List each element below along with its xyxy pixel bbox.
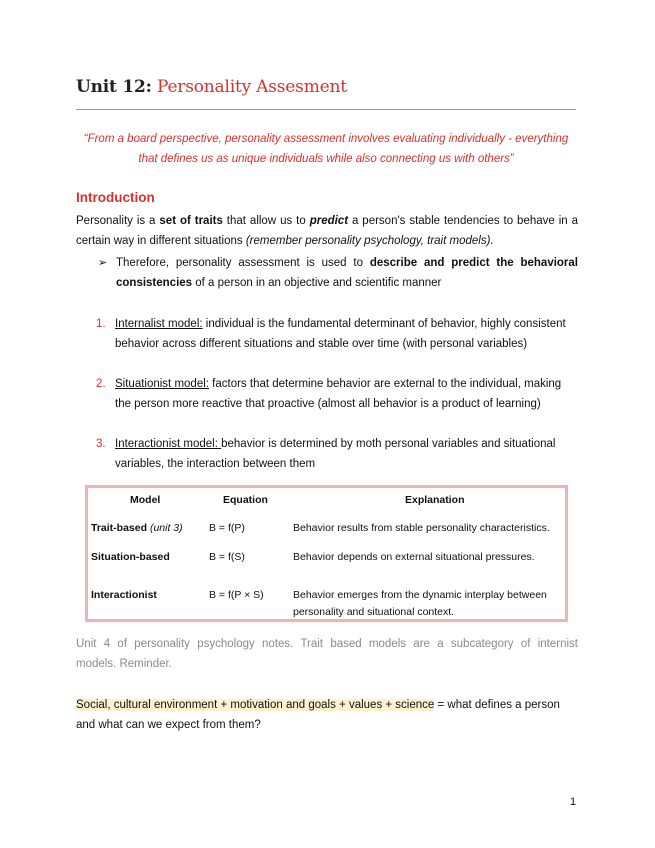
table-cell-equation: B = f(P) [209, 522, 245, 534]
text-run: that allow us to [222, 215, 310, 227]
table-cell-equation: B = f(P × S) [209, 589, 264, 601]
table-cell-explanation: Behavior results from stable personality characteristics. [293, 522, 550, 534]
list-item-situationist [96, 374, 578, 414]
arrow-bullet-icon: ➢ [98, 257, 108, 269]
unit-label: Unit 12: [76, 77, 152, 97]
section-heading-introduction: Introduction [76, 190, 155, 205]
list-number: 3. [96, 438, 106, 450]
list-line-1 [96, 374, 578, 394]
text-run: = what defines a person [434, 699, 560, 711]
models-table [85, 485, 568, 622]
table-cell-explanation: Behavior depends on external situational pressures. [293, 551, 535, 563]
list-line-2: the person more reactive that proactive (almost all behavior is a product of learning) [115, 398, 541, 410]
list-line-1 [96, 314, 578, 334]
quote-line-2: that defines us as unique individuals while also connecting us with others” [138, 153, 514, 165]
note-line-1: Unit 4 of personality psychology notes. Trait based models are a subcategory of internist [76, 638, 578, 650]
summary-line-2: and what can we expect from them? [76, 719, 261, 731]
table-header-equation: Equation [223, 494, 268, 506]
text-run: Therefore, personality assessment is used to [116, 257, 370, 269]
opening-quote [76, 129, 576, 169]
text-run: factors that determine behavior are external to the individual, making [208, 378, 562, 390]
title-divider [76, 109, 576, 110]
summary-line-1 [76, 695, 578, 715]
summary-paragraph [76, 695, 578, 735]
model-term: Internalist model: [115, 318, 203, 330]
text-run: certain way in different situations [76, 235, 246, 247]
bullet-line-2 [98, 273, 578, 293]
list-line-2: behavior across different situations and stable over time (with personal variables) [115, 338, 528, 350]
list-item-interactionist [96, 434, 578, 474]
bullet-item [98, 253, 578, 293]
page-title [76, 77, 347, 97]
list-number: 1. [96, 318, 106, 330]
table-cell-equation: B = f(S) [209, 551, 245, 563]
bullet-line-1 [98, 253, 578, 273]
table-cell-explanation: Behavior emerges from the dynamic interplay between [293, 589, 547, 601]
table-cell-explanation-cont: personality and situational context. [293, 606, 455, 618]
text-run: behavior is determined by moth personal variables and situational [221, 438, 556, 450]
text-run: Personality is a [76, 215, 160, 227]
note-line-2: models. Reminder. [76, 658, 172, 670]
list-line-2: variables, the interaction between them [115, 458, 316, 470]
model-name: Trait-based [91, 522, 148, 534]
table-cell-model: Interactionist [91, 589, 157, 601]
gray-note [76, 634, 578, 674]
model-term: Situationist model: [115, 378, 209, 390]
table-header-explanation: Explanation [405, 494, 465, 506]
model-note: (unit 3) [149, 522, 183, 534]
page-number: 1 [570, 796, 577, 808]
italic-run: (remember personality psychology, trait models). [245, 235, 494, 247]
text-run: individual is the fundamental determinant of behavior, highly consistent [202, 318, 566, 330]
unit-topic: Personality Assesment [156, 77, 347, 97]
bold-run: describe and predict the behavioral [369, 257, 578, 269]
table-cell-model [91, 522, 183, 534]
text-run: of a person in an objective and scientific manner [192, 277, 442, 289]
table-header-model: Model [130, 494, 161, 506]
table-cell-model: Situation-based [91, 551, 170, 563]
highlighted-text: Social, cultural environment + motivation and goals + values + science [76, 699, 435, 711]
list-line-1 [96, 434, 578, 454]
intro-line-1 [76, 211, 578, 231]
text-run: a person's stable tendencies to behave in a [348, 215, 578, 227]
intro-paragraph [76, 211, 578, 251]
bold-italic-run: predict [309, 215, 349, 227]
bold-run: consistencies [116, 277, 193, 289]
bold-run: set of traits [159, 215, 223, 227]
list-number: 2. [96, 378, 106, 390]
list-item-internalist [96, 314, 578, 354]
quote-line-1: “From a board perspective, personality assessment involves evaluating individually - everything [83, 133, 569, 145]
intro-line-2 [76, 231, 578, 251]
model-term: Interactionist model: [115, 438, 222, 450]
